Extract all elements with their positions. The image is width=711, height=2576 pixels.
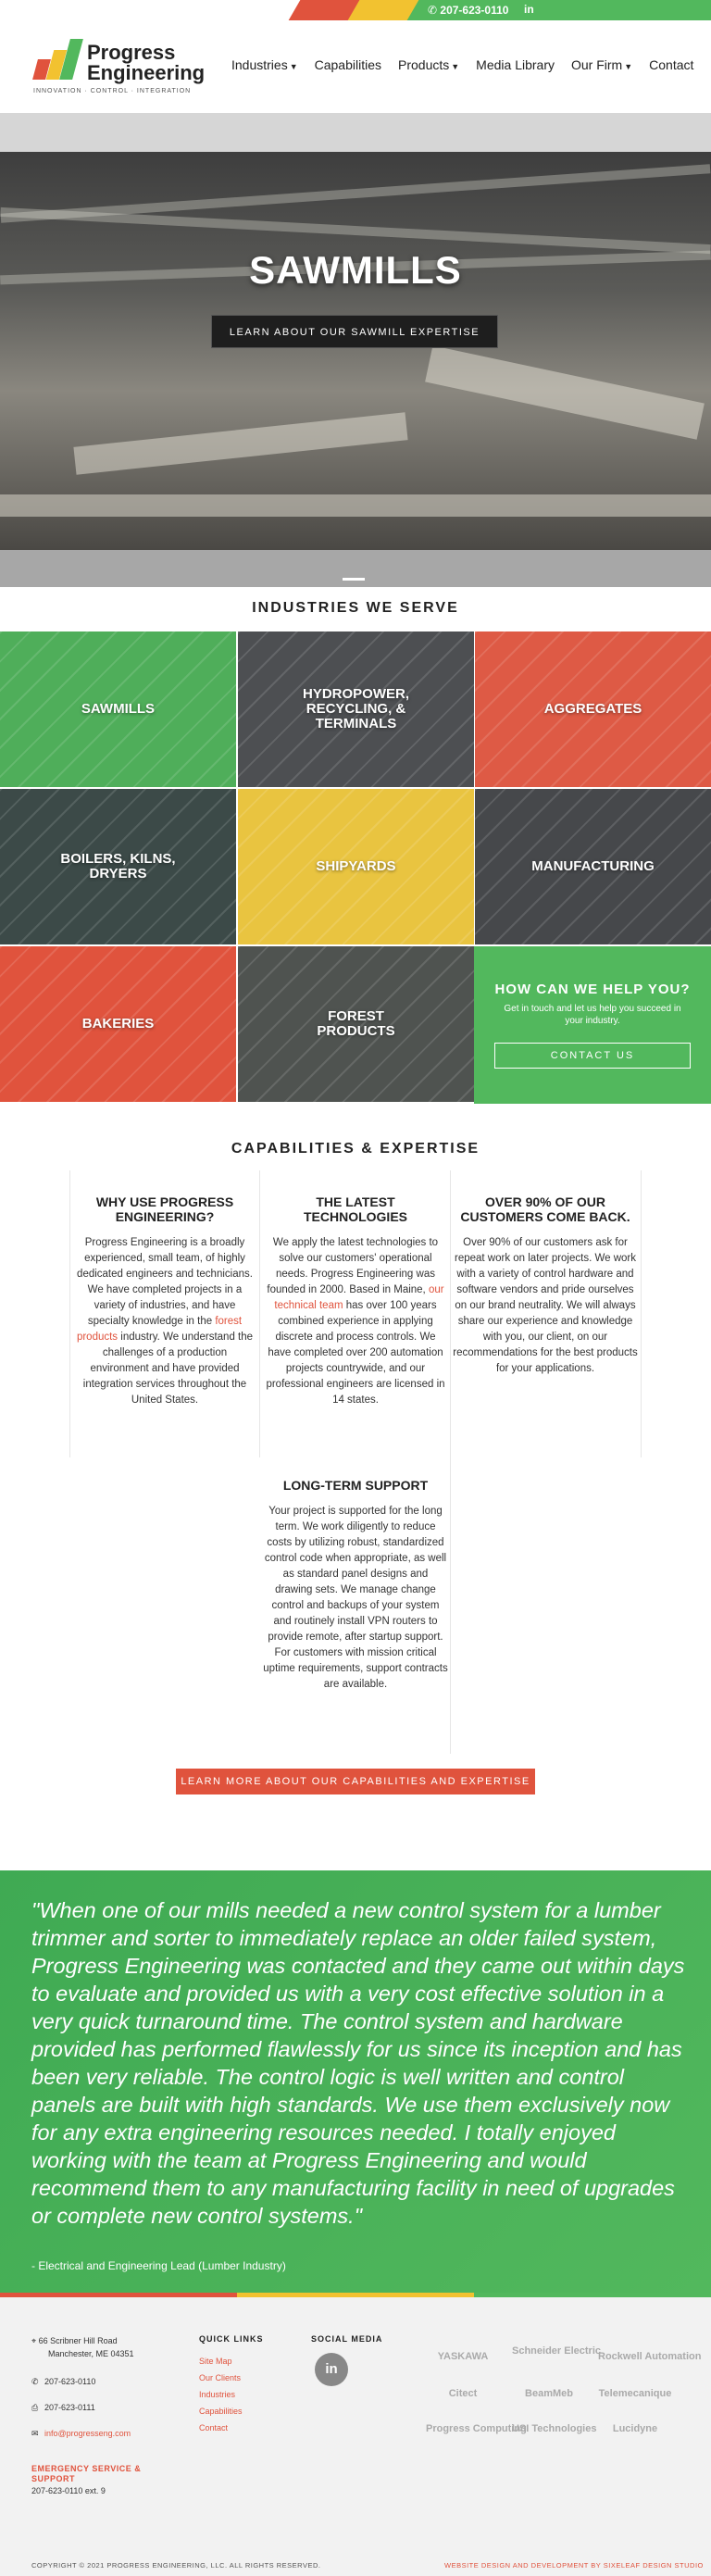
caret-down-icon: ▼: [289, 62, 298, 71]
tile-forest-products[interactable]: FOREST PRODUCTS: [238, 946, 474, 1102]
divider: [259, 1170, 260, 1457]
forest-products-link[interactable]: forest products: [76, 1316, 243, 1343]
nav-our-firm[interactable]: Our Firm ▼: [571, 57, 633, 72]
testimonial-author: - Electrical and Engineering Lead (Lumber Industry): [31, 2259, 286, 2272]
quick-links-heading: QUICK LINKS: [199, 2334, 264, 2344]
emergency-title: EMERGENCY SERVICE & SUPPORT: [31, 2464, 142, 2483]
nav-media-library[interactable]: Media Library: [476, 57, 555, 72]
divider: [69, 1170, 70, 1457]
nav-products[interactable]: Products ▼: [398, 57, 460, 72]
email-icon: ✉: [31, 2429, 39, 2438]
divider: [641, 1170, 642, 1457]
caret-down-icon: ▼: [624, 62, 633, 71]
slider-indicator[interactable]: [343, 578, 365, 581]
partner-logo: Telemecanique: [598, 2388, 672, 2399]
top-phone-link[interactable]: ✆ 207-623-0110: [428, 4, 509, 17]
capability-technologies: [263, 1194, 448, 1408]
quick-link[interactable]: Capabilities: [199, 2407, 243, 2416]
header-band: [0, 113, 711, 152]
quick-links-list: [199, 2353, 243, 2436]
capability-support: [263, 1478, 448, 1693]
tile-shipyards[interactable]: SHIPYARDS: [238, 789, 474, 944]
tile-hydropower[interactable]: HYDROPOWER, RECYCLING, & TERMINALS: [238, 631, 474, 787]
copyright: COPYRIGHT © 2021 PROGRESS ENGINEERING, LLC. ALL RIGHTS RESERVED.: [31, 2561, 321, 2570]
top-bar: [0, 0, 711, 20]
capabilities-heading: CAPABILITIES & EXPERTISE: [231, 1141, 480, 1157]
industries-heading: INDUSTRIES WE SERVE: [252, 600, 459, 616]
divider: [450, 1170, 451, 1754]
quick-link[interactable]: Contact: [199, 2423, 229, 2432]
tile-aggregates[interactable]: AGGREGATES: [475, 631, 711, 787]
footer-phone[interactable]: ✆ 207-623-0110: [31, 2377, 96, 2386]
fax-icon: ⎙: [31, 2403, 39, 2412]
hero-title: SAWMILLS: [249, 248, 462, 292]
tile-boilers[interactable]: BOILERS, KILNS, DRYERS: [0, 789, 236, 944]
partner-logo: Citect: [448, 2388, 478, 2399]
help-panel: [474, 946, 711, 1104]
tile-sawmills[interactable]: SAWMILLS: [0, 631, 236, 787]
partner-logo: Lucidyne: [612, 2423, 658, 2434]
partner-logo: USI Technologies: [512, 2423, 597, 2434]
testimonial-quote: "When one of our mills needed a new control system for a lumber trimmer and sorter to immediately replace an older failed system, Progress Engineering was contacted and they came out within days to evaluate and provided us with a very cost effective solution in a very quick turnaround time. The control system and hardware provided has performed flawlessly for us since its inception and has been very reliable. The control logic is well written and control panels are built with high standards. We use them exclusively now for any extra engineering resources needed. I totally enjoyed working with the team at Progress Engineering and would recommend them to any manufacturing facility in need of upgrades or complete new control systems.": [31, 1898, 685, 2228]
quick-link[interactable]: Site Map: [199, 2357, 232, 2366]
partner-logo: YASKAWA: [437, 2351, 489, 2362]
help-text: Get in touch and let us help you succeed in your industry.: [504, 1004, 681, 1026]
contact-us-button[interactable]: CONTACT US: [494, 1043, 691, 1069]
phone-icon: ✆: [31, 2377, 39, 2386]
phone-icon: ✆: [428, 4, 441, 17]
design-credit-link[interactable]: WEBSITE DESIGN AND DEVELOPMENT BY SIXELEAF DESIGN STUDIO: [444, 2561, 704, 2570]
caret-down-icon: ▼: [451, 62, 460, 71]
main-nav: [231, 57, 693, 72]
help-title: HOW CAN WE HELP YOU?: [494, 982, 691, 997]
footer-email[interactable]: ✉ info@progresseng.com: [31, 2429, 131, 2438]
partner-logo: Rockwell Automation: [598, 2351, 702, 2362]
capability-heading: OVER 90% OF OUR CUSTOMERS COME BACK.: [460, 1194, 630, 1224]
partner-logo: Progress Computing: [426, 2423, 527, 2434]
linkedin-icon[interactable]: in: [315, 2353, 348, 2386]
testimonial-section: [0, 1870, 711, 2293]
capability-text: We apply the latest technologies to solve our customers' operational needs. Progress Engineering was founded in 2000. Based in Maine, our technical team has over 100 years combined experience in applying discrete and process controls. We have completed over 200 automation projects countrywide, and our professional engineers are licensed in 14 states.: [266, 1237, 445, 1406]
map-pin-icon: ⌖: [31, 2336, 39, 2345]
capability-heading: THE LATEST TECHNOLOGIES: [303, 1194, 407, 1224]
social-heading: SOCIAL MEDIA: [311, 2334, 383, 2344]
site-header: [0, 20, 711, 113]
technical-team-link[interactable]: our technical team: [274, 1284, 444, 1311]
hero-banner: [0, 152, 711, 550]
logo-tagline: INNOVATION · CONTROL · INTEGRATION: [33, 88, 192, 94]
capability-text: Over 90% of our customers ask for repeat work on later projects. We work with a variety of control hardware and software vendors and pride ourselves on our brand neutrality. We will always share our experience and knowledge with you, our client, on our recommendations for the best products for your applications.: [453, 1237, 638, 1374]
footer-address: ⌖ 66 Scribner Hill Road Manchester, ME 04351: [31, 2336, 134, 2358]
hero-slider-bar: [0, 550, 711, 587]
capability-heading: WHY USE PROGRESS ENGINEERING?: [95, 1194, 234, 1224]
site-footer: [0, 2297, 711, 2576]
logo-title-line1: Progress: [87, 41, 176, 64]
capability-why: [72, 1194, 257, 1408]
logo-title-line2: Engineering: [87, 61, 206, 84]
capability-customers: [453, 1194, 638, 1377]
capability-text: Your project is supported for the long term. We work diligently to reduce costs by utilizing robust, standardized control code when appropriate, as well as standard panel designs and drawing sets. We manage change control and backups of your system and routinely install VPN routers to provide remote, after startup support. For customers with mission critical uptime requirements, support contracts are available.: [263, 1506, 448, 1690]
tile-bakeries[interactable]: BAKERIES: [0, 946, 236, 1102]
linkedin-icon[interactable]: in: [524, 3, 534, 16]
footer-fax: ⎙ 207-623-0111: [31, 2403, 95, 2412]
logo-bars-icon: [31, 39, 85, 80]
industries-grid: [0, 631, 711, 1104]
capability-text: Progress Engineering is a broadly experienced, small team, of highly dedicated engineers and technicians. We have completed projects in a variety of industries, and have specialty knowledge in the forest products industry. We understand the challenges of a production environment and have provided integration services throughout the United States.: [76, 1237, 254, 1406]
tile-manufacturing[interactable]: MANUFACTURING: [475, 789, 711, 944]
partner-logo: BeamMeb: [525, 2388, 573, 2399]
hero-cta-button[interactable]: LEARN ABOUT OUR SAWMILL EXPERTISE: [211, 315, 498, 348]
emergency-phone[interactable]: 207-623-0110 ext. 9: [31, 2486, 106, 2495]
nav-industries[interactable]: Industries ▼: [231, 57, 298, 72]
quick-link[interactable]: Our Clients: [199, 2373, 242, 2382]
capabilities-cta-button[interactable]: LEARN MORE ABOUT OUR CAPABILITIES AND EXPERTISE: [176, 1769, 535, 1794]
partner-logo: Schneider Electric: [512, 2345, 601, 2357]
capability-heading: LONG-TERM SUPPORT: [282, 1478, 429, 1493]
nav-capabilities[interactable]: Capabilities: [314, 57, 381, 72]
nav-contact[interactable]: Contact: [649, 57, 694, 72]
quick-link[interactable]: Industries: [199, 2390, 236, 2399]
